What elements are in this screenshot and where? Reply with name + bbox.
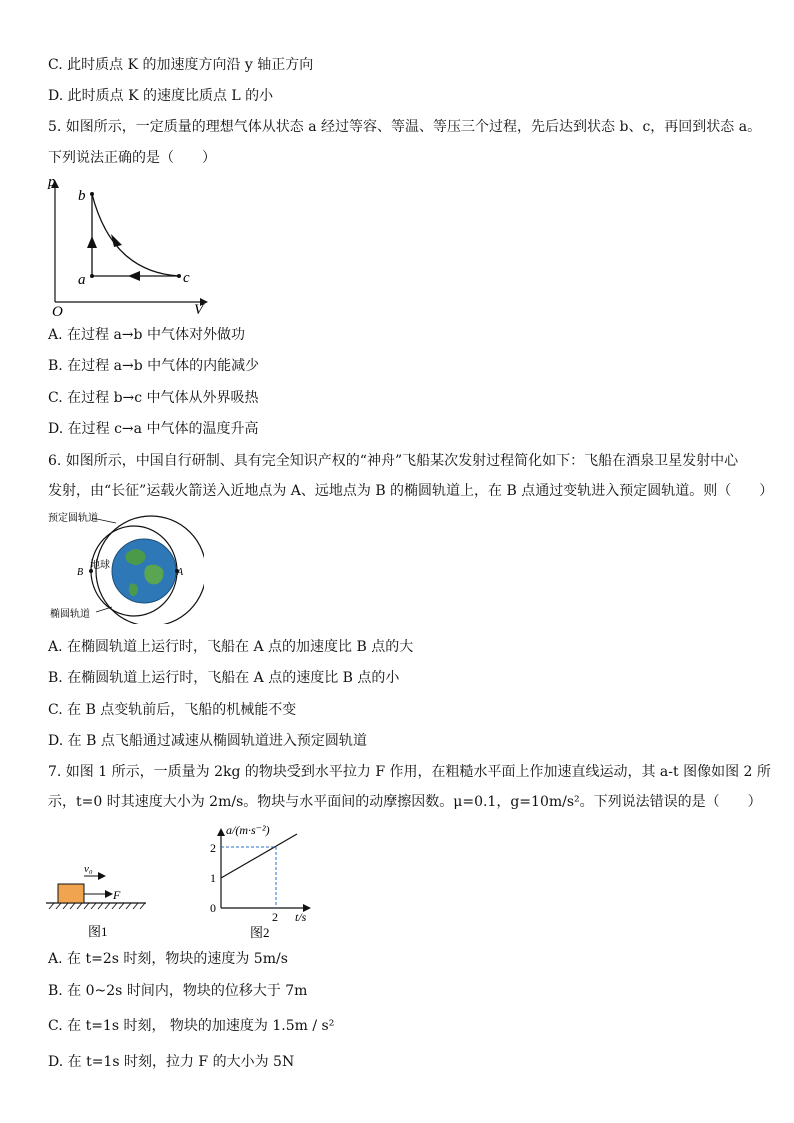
q6-stem-line2: 发射，由“长征”运载火箭送入近地点为 A、远地点为 B 的椭圆轨道上，在 B 点通过变轨进入预定圆轨道。则（ ）: [48, 483, 774, 499]
caption-fig1: 图1: [88, 924, 108, 939]
process-ab-arrow: [87, 236, 97, 248]
q5-stem-line1: 5. 如图所示，一定质量的理想气体从状态 a 经过等容、等温、等压三个过程，先后达到状态 b、c，再回到状态 a。: [48, 119, 762, 135]
q7-stem-line1: 7. 如图 1 所示，一质量为 2kg 的物块受到水平拉力 F 作用，在粗糙水平面上作加速直线运动，其 a-t 图像如图 2 所: [48, 764, 771, 780]
label-origin: O: [52, 304, 63, 320]
label-b: B: [77, 567, 84, 578]
tick-y-1: 1: [210, 871, 216, 885]
label-f: F: [113, 888, 121, 902]
label-v0: v₀: [84, 863, 93, 875]
q5-stem-line2: 下列说法正确的是（ ）: [48, 150, 216, 166]
label-p: p: [48, 174, 56, 190]
label-a: a: [78, 272, 86, 288]
point-a: [90, 274, 94, 278]
q7-fig2-at-graph: [194, 822, 324, 944]
tick-x-2: 2: [272, 910, 278, 924]
q6-option-a: A. 在椭圆轨道上运行时，飞船在 A 点的加速度比 B 点的大: [48, 639, 414, 655]
tick-y-2: 2: [210, 841, 216, 855]
tick-zero: 0: [210, 901, 216, 915]
q5-pv-diagram: [44, 172, 214, 320]
q6-stem-line1: 6. 如图所示，中国自行研制、具有完全知识产权的“神舟”飞船某次发射过程简化如下：飞船在酒泉卫星发射中心: [48, 453, 739, 469]
q6-option-d: D. 在 B 点飞船通过减速从椭圆轨道进入预定圆轨道: [48, 733, 367, 749]
label-circular-orbit: 预定圆轨道: [48, 513, 98, 524]
q5-option-b: B. 在过程 a→b 中气体的内能减少: [48, 358, 260, 374]
label-c: c: [183, 270, 190, 286]
q5-option-c: C. 在过程 b→c 中气体从外界吸热: [48, 390, 259, 406]
q5-option-d: D. 在过程 c→a 中气体的温度升高: [48, 421, 259, 437]
process-ca-arrow: [128, 271, 140, 281]
q7-option-a: A. 在 t=2s 时刻，物块的速度为 5m/s: [48, 951, 288, 967]
q6-option-c: C. 在 B 点变轨前后，飞船的机械能不变: [48, 702, 297, 718]
point-c: [177, 274, 181, 278]
process-bc-arrow: [111, 234, 122, 247]
q6-orbit-diagram: [44, 508, 204, 624]
point-b: [90, 192, 94, 196]
q6-option-b: B. 在椭圆轨道上运行时，飞船在 A 点的速度比 B 点的小: [48, 670, 400, 686]
label-t-axis: t/s: [295, 910, 307, 924]
label-v: V: [194, 302, 204, 318]
process-bc: [92, 194, 179, 276]
label-b: b: [78, 188, 86, 204]
caption-fig2: 图2: [250, 925, 270, 940]
q7-option-b: B. 在 0~2s 时间内，物块的位移大于 7m: [48, 983, 308, 999]
q7-fig1-block: [44, 856, 154, 942]
q4-option-c: C. 此时质点 K 的加速度方向沿 y 轴正方向: [48, 57, 314, 73]
label-earth: 地球: [90, 560, 110, 571]
q7-stem-line2: 示，t=0 时其速度大小为 2m/s。物块与水平面间的动摩擦因数。μ=0.1，g=10m/s²。下列说法错误的是（ ）: [48, 794, 762, 810]
block: [58, 884, 84, 903]
q7-option-c: C. 在 t=1s 时刻， 物块的加速度为 1.5m / s²: [48, 1018, 335, 1034]
label-ellipse: 椭圆轨道: [50, 609, 90, 620]
q4-option-d: D. 此时质点 K 的速度比质点 L 的小: [48, 88, 274, 104]
q5-option-a: A. 在过程 a→b 中气体对外做功: [48, 327, 245, 343]
label-a: A: [177, 567, 184, 578]
q7-option-d: D. 在 t=1s 时刻，拉力 F 的大小为 5N: [48, 1054, 295, 1070]
a-t-line: [221, 834, 297, 878]
label-a-axis: a/(m·s⁻²): [226, 823, 270, 837]
